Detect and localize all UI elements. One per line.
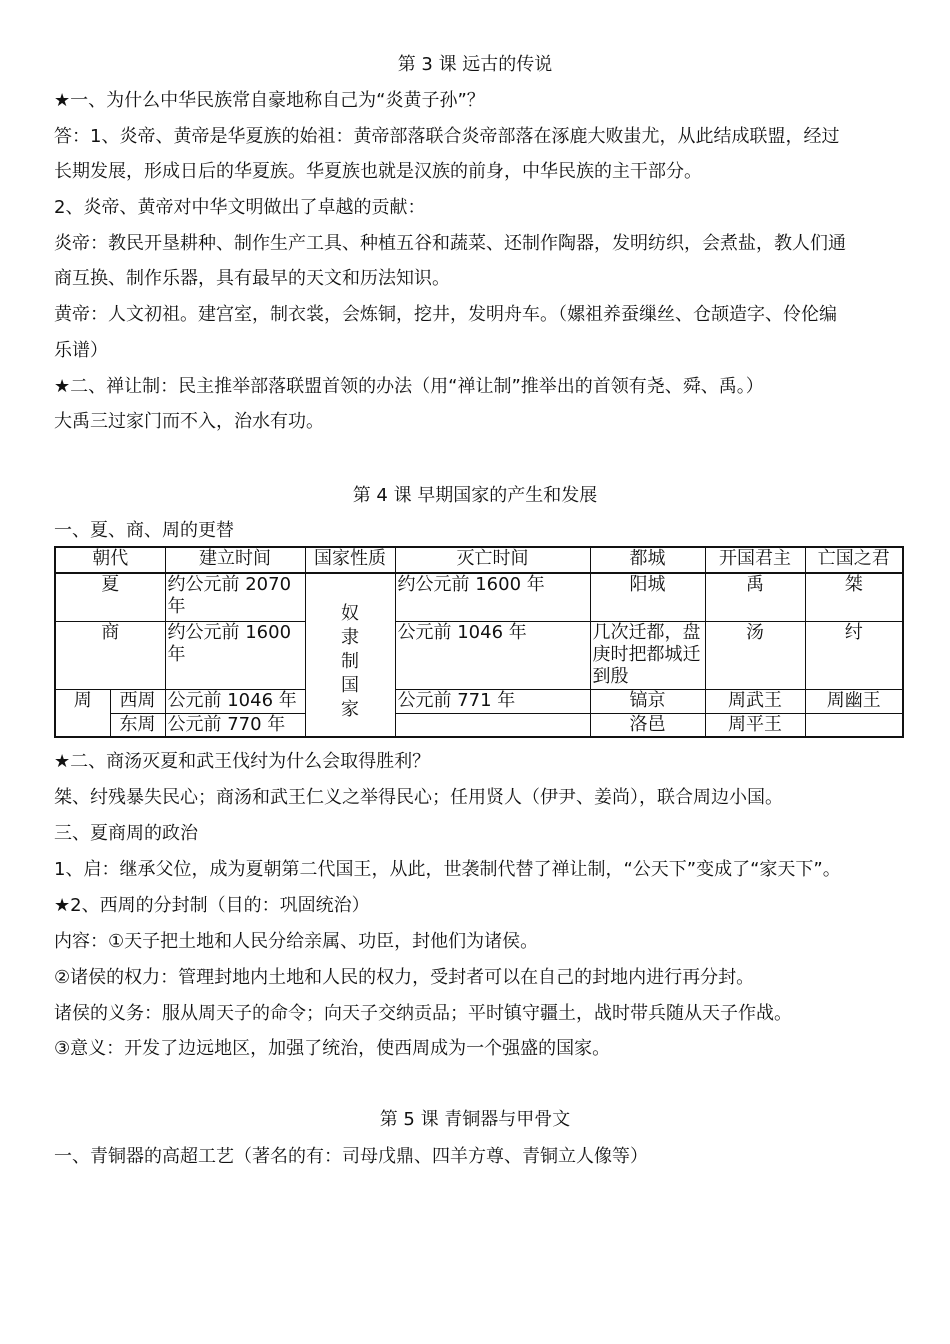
lesson3-question-1: ★一、为什么中华民族常自豪地称自己为“炎黄子孙”？ <box>54 90 485 111</box>
west-zhou-fall: 公元前 771 年 <box>395 689 590 713</box>
east-zhou-capital: 洛邑 <box>590 713 705 737</box>
lesson4-section-3: 三、夏商周的政治 <box>54 823 198 844</box>
header-last-ruler: 亡国之君 <box>805 547 903 573</box>
header-founded: 建立时间 <box>165 547 305 573</box>
lesson4-meaning: ③意义：开发了边远地区，加强了统治，使西周成为一个强盛的国家。 <box>54 1038 611 1059</box>
lesson5-section-1: 一、青铜器的高超工艺（著名的有：司母戊鼎、四羊方尊、青铜立人像等） <box>54 1146 648 1167</box>
table-header-row <box>55 547 903 573</box>
header-founder: 开国君主 <box>705 547 805 573</box>
shang-founded: 约公元前 1600 年 <box>165 621 305 689</box>
xia-fall: 约公元前 1600 年 <box>395 573 590 621</box>
header-dynasty: 朝代 <box>55 547 165 573</box>
table-row-east-zhou <box>55 713 903 737</box>
header-nature: 国家性质 <box>305 547 395 573</box>
east-zhou-founder: 周平王 <box>705 713 805 737</box>
nature-char: 奴 <box>341 603 359 624</box>
xia-founded: 约公元前 2070 年 <box>165 573 305 621</box>
lesson3-answer-1-line-1: 答：1、炎帝、黄帝是华夏族的始祖：黄帝部落联合炎帝部落在涿鹿大败蚩尤，从此结成联盟，经过 <box>54 126 840 147</box>
xia-capital: 阳城 <box>590 573 705 621</box>
east-zhou-founded: 公元前 770 年 <box>165 713 305 737</box>
lesson4-section-1: 一、夏、商、周的更替 <box>54 520 234 541</box>
east-zhou-last-ruler <box>805 713 903 737</box>
lesson4-content-1: 内容：①天子把土地和人民分给亲属、功臣，封他们为诸侯。 <box>54 931 539 952</box>
nature-char: 隶 <box>341 627 359 648</box>
xia-name: 夏 <box>55 573 165 621</box>
dynasty-table <box>54 546 904 738</box>
shang-founder: 汤 <box>705 621 805 689</box>
shang-last-ruler: 纣 <box>805 621 903 689</box>
lesson3-answer-1-line-2: 长期发展，形成日后的华夏族。华夏族也就是汉族的前身，中华民族的主干部分。 <box>54 161 702 182</box>
header-capital: 都城 <box>590 547 705 573</box>
lesson4-question-2: ★二、商汤灭夏和武王伐纣为什么会取得胜利？ <box>54 751 431 772</box>
lesson3-yandi-line-2: 商互换、制作乐器，具有最早的天文和历法知识。 <box>54 268 450 289</box>
shang-name: 商 <box>55 621 165 689</box>
table-row-west-zhou <box>55 689 903 713</box>
east-zhou-fall <box>395 713 590 737</box>
zhou-name: 周 <box>55 689 110 737</box>
west-zhou-capital: 镐京 <box>590 689 705 713</box>
lesson3-yandi-line-1: 炎帝：教民开垦耕种、制作生产工具、种植五谷和蔬菜、还制作陶器，发明纺织，会煮盐，教人们通 <box>54 233 846 254</box>
west-zhou-name: 西周 <box>110 689 165 713</box>
nature-char: 家 <box>341 699 359 720</box>
lesson4-fenfeng: ★2、西周的分封制（目的：巩固统治） <box>54 895 370 916</box>
lesson4-answer-2: 桀、纣残暴失民心；商汤和武王仁义之举得民心；任用贤人（伊尹、姜尚），联合周边小国。 <box>54 787 783 808</box>
west-zhou-founded: 公元前 1046 年 <box>165 689 305 713</box>
lesson5-title: 第 5 课 青铜器与甲骨文 <box>379 1109 571 1130</box>
west-zhou-last-ruler: 周幽王 <box>805 689 903 713</box>
lesson4-rights: ②诸侯的权力：管理封地内土地和人民的权力，受封者可以在自己的封地内进行再分封。 <box>54 967 755 988</box>
lesson4-duties: 诸侯的义务：服从周天子的命令；向天子交纳贡品；平时镇守疆土，战时带兵随从天子作战。 <box>54 1003 792 1024</box>
nature-slave-state <box>305 573 395 737</box>
lesson4-qi: 1、启：继承父位，成为夏朝第二代国王，从此，世袭制代替了禅让制，“公天下”变成了“家天下”。 <box>54 859 841 880</box>
table-row-shang <box>55 621 903 689</box>
nature-char: 国 <box>341 675 359 696</box>
nature-char: 制 <box>341 651 359 672</box>
lesson4-title: 第 4 课 早期国家的产生和发展 <box>352 485 598 506</box>
table-row-xia <box>55 573 903 621</box>
east-zhou-name: 东周 <box>110 713 165 737</box>
lesson3-answer-2: 2、炎帝、黄帝对中华文明做出了卓越的贡献： <box>54 197 426 218</box>
lesson3-title: 第 3 课 远古的传说 <box>397 54 553 75</box>
west-zhou-founder: 周武王 <box>705 689 805 713</box>
lesson3-question-2: ★二、禅让制：民主推举部落联盟首领的办法（用“禅让制”推举出的首领有尧、舜、禹。） <box>54 376 764 397</box>
lesson3-dayu: 大禹三过家门而不入，治水有功。 <box>54 411 324 432</box>
header-fall: 灭亡时间 <box>395 547 590 573</box>
shang-capital: 几次迁都，盘庚时把都城迁到殷 <box>590 621 705 689</box>
lesson3-huangdi-line-1: 黄帝：人文初祖。建宫室，制衣裳，会炼铜，挖井，发明舟车。（嫘祖养蚕缫丝、仓颉造字、伶伦编 <box>54 304 837 325</box>
lesson3-huangdi-line-2: 乐谱） <box>54 340 108 361</box>
xia-last-ruler: 桀 <box>805 573 903 621</box>
shang-fall: 公元前 1046 年 <box>395 621 590 689</box>
xia-founder: 禹 <box>705 573 805 621</box>
